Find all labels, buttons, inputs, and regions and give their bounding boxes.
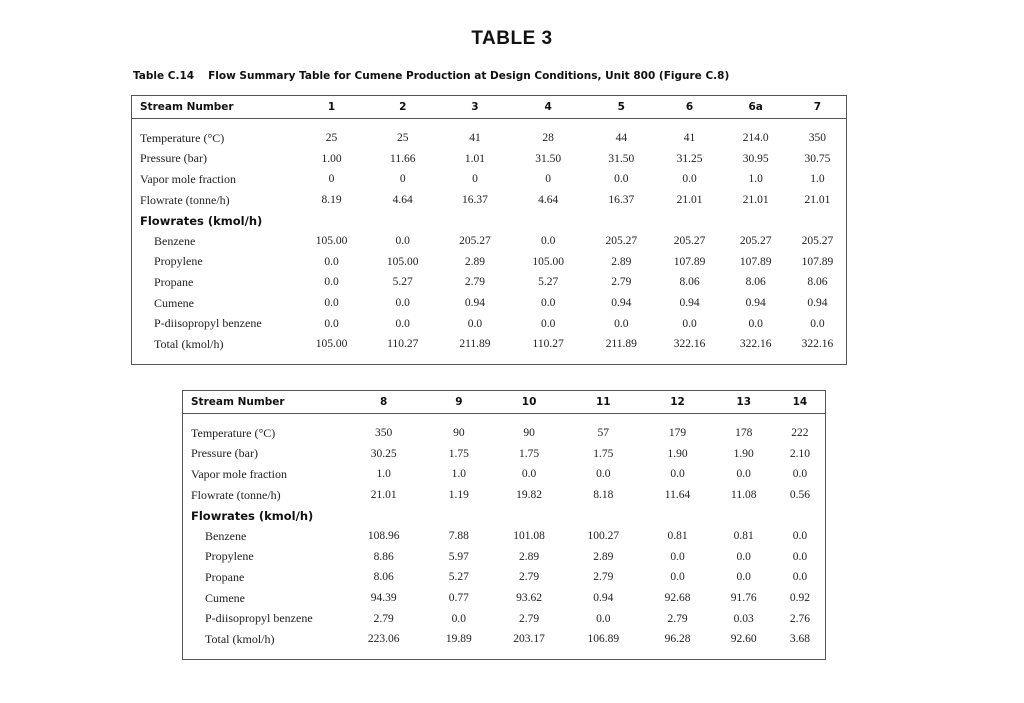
table-cell: 2.89 [464, 255, 485, 268]
table-cell: 2.89 [611, 255, 632, 268]
table-cell: 0.94 [807, 297, 828, 310]
table-row [183, 608, 825, 629]
spacer-cell [183, 414, 825, 424]
table-cell: 105.00 [315, 338, 348, 351]
table-row [132, 334, 846, 355]
stream-number-label: Stream Number [132, 96, 297, 119]
table-cell: 90 [523, 427, 535, 440]
table-cell: 41 [469, 132, 481, 145]
table-row [132, 190, 846, 211]
table-cell: 0.0 [792, 550, 808, 563]
table-cell: 2.89 [593, 550, 614, 563]
table-row [183, 485, 825, 506]
table-cell: 8.06 [373, 571, 394, 584]
table-cell: 8.06 [679, 276, 700, 289]
table-cell: 4.64 [538, 194, 559, 207]
table-cell: 21.01 [676, 194, 703, 207]
table-cell: 222 [791, 427, 809, 440]
table-cell: 0.0 [324, 276, 339, 289]
row-label: Cumene [154, 295, 194, 310]
table-cell: 205.27 [605, 235, 638, 248]
table-cell: 30.95 [742, 152, 769, 165]
table-cell: 322.16 [801, 338, 834, 351]
spacer-row [183, 414, 825, 424]
table-cell: 0.0 [540, 317, 556, 330]
table-cell: 2.79 [611, 276, 632, 289]
table-cell: 0.0 [670, 571, 685, 584]
table-cell: 0.0 [596, 468, 611, 481]
table-cell: 0.03 [733, 612, 754, 625]
table-row [132, 252, 846, 273]
table-cell: 205.27 [673, 235, 706, 248]
table-cell: 107.89 [673, 255, 706, 268]
flow-summary-table-2 [182, 390, 826, 660]
row-label: Temperature (°C) [191, 425, 276, 440]
table-cell: 3.68 [789, 633, 810, 646]
table-cell: 93.62 [516, 592, 543, 605]
table-row [183, 567, 825, 588]
table-cell: 19.89 [445, 633, 472, 646]
row-label: P-diisopropyl benzene [154, 316, 262, 331]
page-title: TABLE 3 [471, 28, 553, 49]
table-cell: 57 [597, 427, 610, 440]
table-cell: 90 [453, 427, 465, 440]
table-cell: 350 [375, 427, 393, 440]
spacer-row [132, 119, 846, 129]
table-cell: 322.16 [673, 338, 706, 351]
row-label: Propylene [205, 549, 254, 564]
table-row [132, 169, 846, 190]
table-cell: 1.75 [593, 447, 614, 460]
table-cell: 0.0 [540, 297, 556, 310]
stream-number-label: Stream Number [183, 391, 344, 414]
table-cell: 44 [615, 132, 628, 145]
table-cell: 0.77 [448, 592, 469, 605]
table-cell: 2.79 [464, 276, 485, 289]
table-cell: 0.0 [682, 173, 697, 186]
table-cell: 0.0 [748, 317, 763, 330]
table-cell: 0.0 [324, 255, 339, 268]
table-cell: 205.27 [739, 235, 772, 248]
table-cell: 31.50 [535, 152, 562, 165]
table-cell: 0 [399, 173, 406, 186]
table-cell: 1.0 [376, 468, 391, 481]
table-cell: 41 [683, 132, 696, 145]
table-cell: 0.0 [540, 235, 556, 248]
table-cell: 105.00 [532, 255, 564, 268]
table-row [183, 423, 825, 444]
table-cell: 0.81 [733, 530, 754, 543]
row-label: Flowrate (tonne/h) [140, 192, 230, 207]
table-cell: 21.01 [804, 194, 831, 207]
table-cell: 1.75 [448, 447, 469, 460]
table-cell: 0.0 [395, 235, 410, 248]
row-label: Benzene [205, 528, 247, 543]
table-cell: 5.27 [538, 276, 559, 289]
stream-number-header: 1 [297, 96, 365, 119]
table-cell: 2.76 [789, 612, 810, 625]
stream-number-header: 9 [424, 391, 494, 414]
table-cell: 0.0 [682, 317, 697, 330]
row-label: Pressure (bar) [140, 151, 207, 166]
table-row [183, 464, 825, 485]
table-cell: 30.25 [370, 447, 397, 460]
table-cell: 105.00 [386, 255, 419, 268]
table-cell: 16.37 [608, 194, 635, 207]
row-label: Flowrate (tonne/h) [191, 487, 281, 502]
table-row [183, 629, 825, 650]
table-cell: 1.75 [519, 447, 540, 460]
table-cell: 223.06 [367, 633, 400, 646]
table-cell: 110.27 [532, 338, 564, 351]
table-cell: 205.27 [459, 235, 491, 248]
table-cell: 0 [472, 173, 478, 186]
table-cell: 0.94 [464, 297, 485, 310]
stream-number-header: 4 [510, 96, 586, 119]
table-cell: 25 [325, 132, 338, 145]
table-cell: 0.81 [667, 530, 688, 543]
table-cell: 0.0 [736, 550, 751, 563]
section-row [183, 505, 825, 526]
table-cell: 0.0 [792, 468, 808, 481]
table-cell: 205.27 [801, 235, 834, 248]
table-row [132, 293, 846, 314]
row-label: Vapor mole fraction [140, 171, 236, 186]
table-cell: 1.90 [667, 447, 688, 460]
table-cell: 92.68 [664, 592, 691, 605]
table-cell: 1.00 [321, 152, 342, 165]
table-cell: 110.27 [387, 338, 419, 351]
table-cell: 92.60 [730, 633, 757, 646]
table-cell: 25 [396, 132, 409, 145]
table-caption [133, 70, 729, 82]
table-cell: 21.01 [742, 194, 769, 207]
table-cell: 0.0 [810, 317, 825, 330]
table-cell: 30.75 [804, 152, 831, 165]
table-cell: 5.27 [392, 276, 413, 289]
table-cell: 1.19 [448, 489, 469, 502]
table-cell: 0.0 [792, 571, 808, 584]
row-label: Pressure (bar) [191, 446, 258, 461]
table-cell: 2.79 [519, 571, 540, 584]
table-cell: 11.08 [731, 489, 757, 502]
row-label: Propylene [154, 254, 203, 269]
table-cell: 1.90 [733, 447, 754, 460]
table-cell: 8.18 [593, 489, 614, 502]
table-cell: 0.0 [792, 530, 808, 543]
table-cell: 203.17 [513, 633, 545, 646]
table-cell: 322.16 [739, 338, 772, 351]
table-cell: 0.56 [789, 489, 810, 502]
table-cell: 107.89 [739, 255, 772, 268]
table-cell: 31.50 [608, 152, 635, 165]
table-cell: 21.01 [370, 489, 397, 502]
table-cell: 11.66 [390, 152, 416, 165]
table-cell: 1.0 [810, 173, 825, 186]
table-cell: 8.06 [745, 276, 766, 289]
table-cell: 211.89 [459, 338, 491, 351]
stream-number-header: 6 [656, 96, 722, 119]
row-label: Propane [205, 569, 245, 584]
stream-number-header: 6a [723, 96, 789, 119]
table-cell: 0.0 [736, 571, 751, 584]
table-row [132, 272, 846, 293]
table-cell: 101.08 [513, 530, 545, 543]
table-cell: 0.0 [596, 612, 611, 625]
row-label: Vapor mole fraction [191, 466, 287, 481]
table-cell: 0.0 [614, 173, 629, 186]
table-row [132, 231, 846, 252]
table-cell: 0.0 [670, 550, 685, 563]
table-cell: 11.64 [664, 489, 691, 502]
flow-summary-table-1 [131, 95, 847, 365]
stream-number-header: 3 [440, 96, 510, 119]
table-cell: 0.0 [324, 297, 339, 310]
header-row [132, 96, 846, 119]
caption-text: Flow Summary Table for Cumene Production at Design Conditions, Unit 800 (Figure C.8) [208, 70, 730, 82]
stream-number-header: 11 [564, 391, 642, 414]
table-cell: 8.86 [373, 550, 394, 563]
row-label: Propane [154, 274, 194, 289]
table-cell: 8.19 [321, 194, 342, 207]
row-label: Cumene [205, 590, 245, 605]
table-cell: 2.10 [789, 447, 810, 460]
stream-number-header: 10 [494, 391, 564, 414]
stream-number-header: 7 [789, 96, 846, 119]
table-cell: 94.39 [370, 592, 397, 605]
table-cell: 0.94 [593, 592, 614, 605]
stream-number-header: 8 [344, 391, 424, 414]
table-cell: 0 [545, 173, 551, 186]
table-row [132, 128, 846, 149]
table-row [132, 149, 846, 170]
table-cell: 0.0 [395, 297, 410, 310]
row-label: Temperature (°C) [140, 130, 225, 145]
stream-number-header: 14 [775, 391, 825, 414]
table-cell: 0.94 [679, 297, 700, 310]
table-cell: 214.0 [742, 132, 769, 145]
table-cell: 2.79 [667, 612, 688, 625]
table-cell: 8.06 [807, 276, 828, 289]
table-cell: 0.0 [451, 612, 467, 625]
stream-number-header: 12 [642, 391, 712, 414]
table-row [183, 444, 825, 465]
table-cell: 2.89 [519, 550, 540, 563]
table-cell: 0.0 [324, 317, 339, 330]
table-cell: 7.88 [448, 530, 469, 543]
row-label: Total (kmol/h) [205, 631, 275, 646]
table-cell: 16.37 [462, 194, 488, 207]
table-cell: 0.0 [395, 317, 410, 330]
table-cell: 1.01 [464, 152, 485, 165]
table-row [132, 313, 846, 334]
table-cell: 91.76 [730, 592, 757, 605]
table-cell: 108.96 [367, 530, 400, 543]
table-cell: 4.64 [392, 194, 413, 207]
row-label: Total (kmol/h) [154, 336, 224, 351]
table-cell: 31.25 [676, 152, 703, 165]
table-cell: 100.27 [587, 530, 620, 543]
row-label: P-diisopropyl benzene [205, 611, 313, 626]
section-label: Flowrates (kmol/h) [191, 508, 314, 523]
row-label: Benzene [154, 233, 196, 248]
table-cell: 0.94 [611, 297, 632, 310]
table-cell: 350 [808, 132, 826, 145]
table-cell: 2.79 [519, 612, 540, 625]
table-row [183, 547, 825, 568]
table-cell: 96.28 [664, 633, 691, 646]
table-cell: 0.0 [670, 468, 685, 481]
table-cell: 2.79 [593, 571, 614, 584]
section-row [132, 210, 846, 231]
table-cell: 106.89 [587, 633, 620, 646]
table-cell: 179 [668, 427, 687, 440]
caption-number: Table C.14 [133, 70, 195, 82]
table-cell: 211.89 [605, 338, 637, 351]
table-cell: 0.0 [521, 468, 537, 481]
stream-number-header: 2 [366, 96, 440, 119]
table-cell: 0.94 [745, 297, 766, 310]
table-cell: 0.0 [736, 468, 751, 481]
table-cell: 2.79 [373, 612, 394, 625]
table-cell: 0 [328, 173, 335, 186]
section-label: Flowrates (kmol/h) [140, 213, 263, 228]
table-row [183, 526, 825, 547]
table-cell: 107.89 [801, 255, 834, 268]
header-row [183, 391, 825, 414]
table-cell: 0.0 [614, 317, 629, 330]
table-row [183, 588, 825, 609]
table-cell: 5.97 [448, 550, 469, 563]
table-cell: 0.92 [789, 592, 810, 605]
table-cell: 178 [735, 427, 753, 440]
table-cell: 105.00 [315, 235, 348, 248]
table-cell: 5.27 [448, 571, 469, 584]
stream-number-header: 13 [713, 391, 775, 414]
stream-number-header: 5 [586, 96, 656, 119]
table-cell: 19.82 [516, 489, 543, 502]
table-cell: 0.0 [467, 317, 483, 330]
table-cell: 1.0 [451, 468, 467, 481]
spacer-cell [132, 119, 846, 129]
table-cell: 1.0 [748, 173, 763, 186]
table-cell: 28 [542, 132, 554, 145]
